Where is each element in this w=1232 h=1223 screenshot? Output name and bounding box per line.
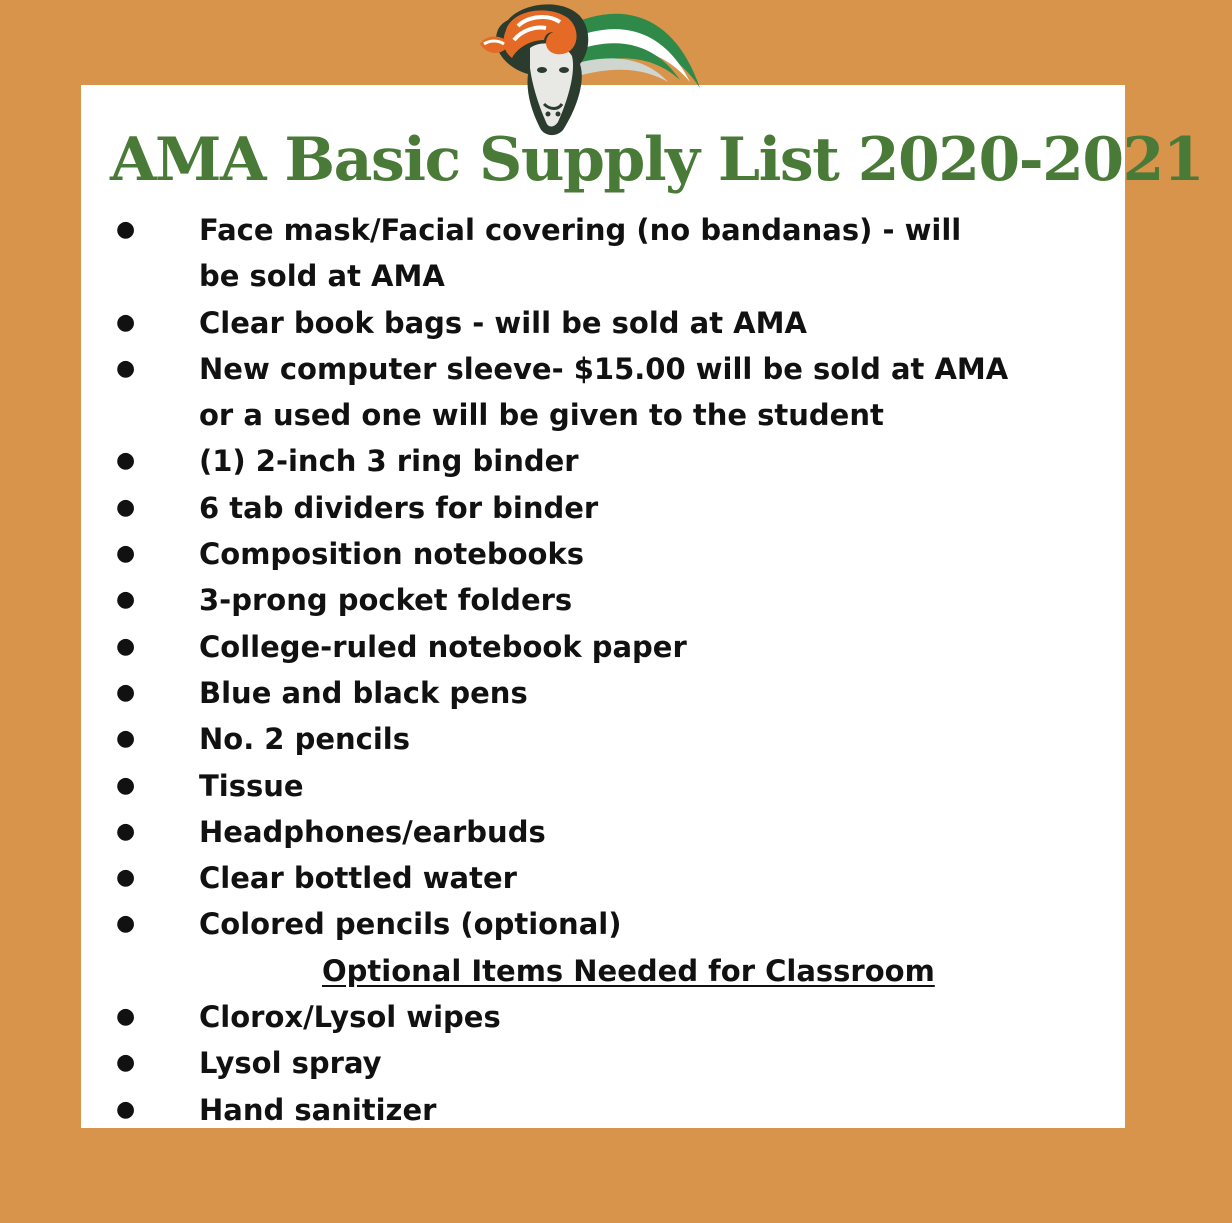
- list-item: [0, 438, 1232, 484]
- list-item-text: 3-prong pocket folders: [199, 583, 573, 618]
- list-item: [0, 346, 1232, 439]
- list-item-text: Headphones/earbuds: [199, 814, 546, 849]
- bullet-icon: ●: [116, 541, 136, 567]
- bullet-icon: ●: [116, 1096, 136, 1122]
- list-item: [0, 994, 1232, 1040]
- bullet-icon: ●: [116, 772, 136, 798]
- list-item: [0, 763, 1232, 809]
- list-item: [0, 624, 1232, 670]
- list-item: [0, 855, 1232, 901]
- bullet-icon: ●: [116, 679, 136, 705]
- supply-list: [0, 207, 1232, 1133]
- bullet-icon: ●: [116, 448, 136, 474]
- list-item: [0, 1040, 1232, 1086]
- list-item-text: Tissue: [199, 768, 304, 803]
- list-item-text: Clorox/Lysol wipes: [199, 1000, 501, 1035]
- list-item: [0, 300, 1232, 346]
- page-title: AMA Basic Supply List 2020-2021: [110, 125, 1204, 195]
- bullet-icon: ●: [116, 1050, 136, 1076]
- list-item: [0, 670, 1232, 716]
- list-item: [0, 1087, 1232, 1133]
- bullet-icon: ●: [116, 911, 136, 937]
- ram-mascot-logo: [468, 0, 708, 140]
- list-item-text: 6 tab dividers for binder: [199, 490, 599, 525]
- bullet-icon: ●: [116, 818, 136, 844]
- bullet-icon: ●: [116, 633, 136, 659]
- list-item-text: Hand sanitizer: [199, 1092, 437, 1127]
- list-item-text: Clear book bags - will be sold at AMA: [199, 305, 807, 340]
- list-item: [0, 809, 1232, 855]
- list-item: [0, 531, 1232, 577]
- list-item-text: Colored pencils (optional): [199, 907, 622, 942]
- list-item-text: Clear bottled water: [199, 861, 517, 896]
- list-item: [0, 485, 1232, 531]
- list-item-text: Blue and black pens: [199, 675, 528, 710]
- optional-items-heading: Optional Items Needed for Classroom: [322, 953, 935, 988]
- list-item-text: College-ruled notebook paper: [199, 629, 687, 664]
- bullet-icon: ●: [116, 355, 136, 381]
- bullet-icon: ●: [116, 1004, 136, 1030]
- bullet-icon: ●: [116, 494, 136, 520]
- list-item: [0, 716, 1232, 762]
- list-item: [0, 207, 1232, 300]
- list-item-text: No. 2 pencils: [199, 722, 410, 757]
- list-item-text: Lysol spray: [199, 1046, 382, 1081]
- list-item: [0, 577, 1232, 623]
- list-item: [0, 901, 1232, 947]
- list-item-text: Composition notebooks: [199, 537, 585, 572]
- list-item-text: Face mask/Facial covering (no bandanas) - will be sold at AMA: [199, 213, 962, 294]
- bullet-icon: ●: [116, 217, 136, 242]
- bullet-icon: ●: [116, 587, 136, 613]
- list-item-text: (1) 2-inch 3 ring binder: [199, 444, 579, 479]
- bullet-icon: ●: [116, 309, 136, 335]
- bullet-icon: ●: [116, 865, 136, 891]
- bullet-icon: ●: [116, 726, 136, 752]
- list-item-text: New computer sleeve- $15.00 will be sold at AMA or a used one will be given to the student: [199, 351, 1009, 433]
